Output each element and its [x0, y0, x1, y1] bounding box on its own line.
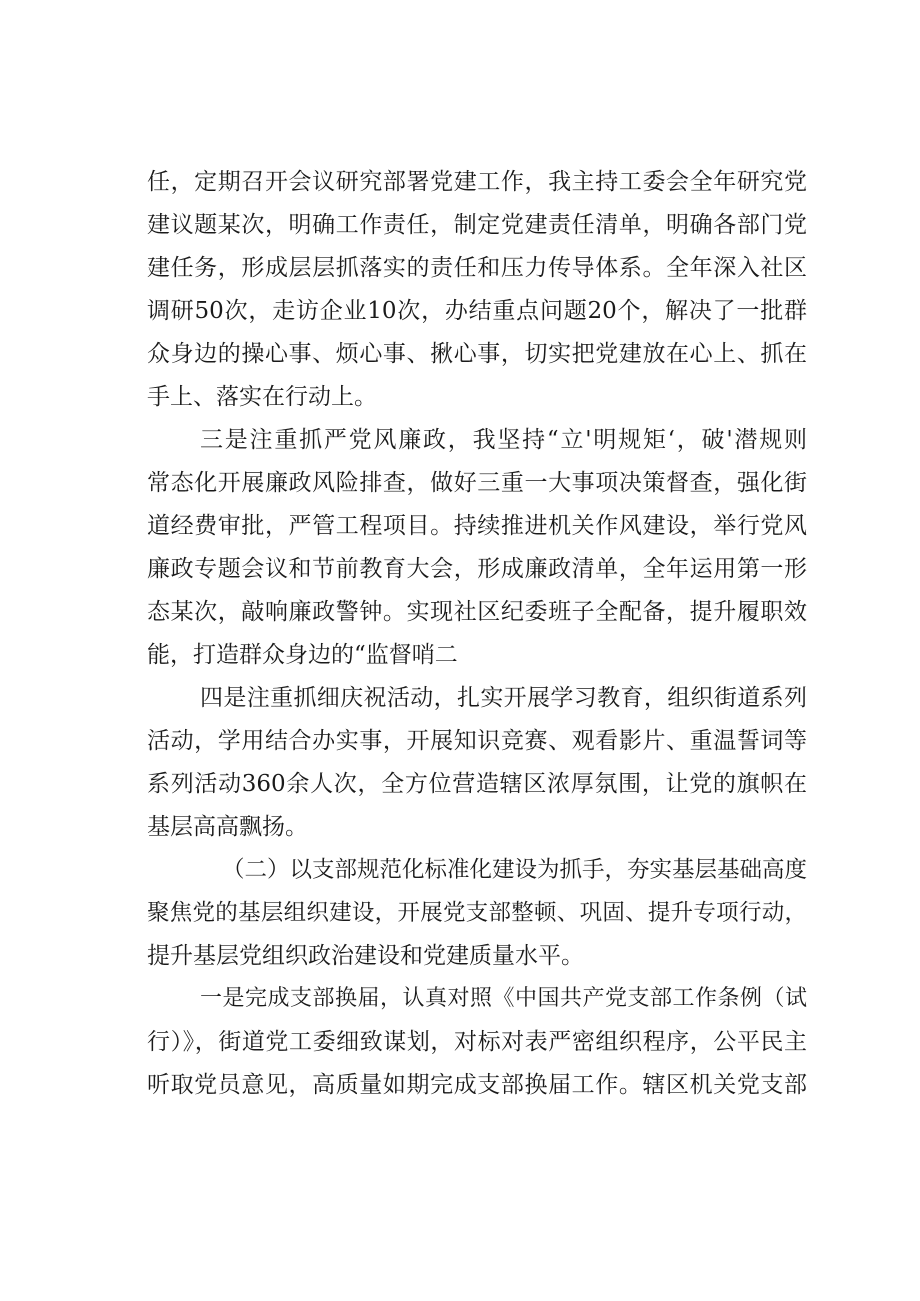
text-line: 建任务，形成层层抓落实的责任和压力传导体系。全年深入社区: [147, 255, 807, 281]
text-line: 提升基层党组织政治建设和党建质量水平。: [147, 943, 584, 969]
text-line: 聚焦党的基层组织建设，开展党支部整顿、巩固、提升专项行动，: [147, 900, 807, 926]
text-line: 调研50次，走访企业10次，办结重点问题20个，解决了一批群: [147, 298, 807, 324]
text-line: 基层高高飘扬。: [147, 814, 308, 840]
text-line: 建议题某次，明确工作责任，制定党建责任清单，明确各部门党: [147, 212, 807, 238]
text-line: 能，打造群众身边的“监督哨二: [147, 642, 458, 668]
text-line: 众身边的操心事、烦心事、揪心事，切实把党建放在心上、抓在: [147, 341, 807, 367]
text-line: 系列活动360余人次，全方位营造辖区浓厚氛围，让党的旗帜在: [147, 771, 807, 797]
text-line: 一是完成支部换届，认真对照《中国共产党支部工作条例（试: [200, 986, 807, 1011]
text-line: 三是注重抓严党风廉政，我坚持“立'明规矩‘，破'潜规则: [200, 427, 807, 453]
text-line: （二）以支部规范化标准化建设为抓手，夯实基层基础高度: [222, 857, 808, 883]
text-line: 常态化开展廉政风险排查，做好三重一大事项决策督查，强化街: [147, 470, 807, 496]
text-line: 听取党员意见，高质量如期完成支部换届工作。辖区机关党支部: [147, 1072, 807, 1098]
text-line: 四是注重抓细庆祝活动，扎实开展学习教育，组织街道系列: [200, 685, 807, 711]
text-line: 手上、落实在行动上。: [147, 384, 377, 410]
text-line: 活动，学用结合办实事，开展知识竞赛、观看影片、重温誓词等: [147, 728, 807, 754]
text-line: 道经费审批，严管工程项目。持续推进机关作风建设，举行党风: [147, 513, 807, 539]
text-line: 行）》，街道党工委细致谋划，对标对表严密组织程序，公平民主: [147, 1029, 807, 1055]
text-line: 廉政专题会议和节前教育大会，形成廉政清单，全年运用第一形: [147, 556, 807, 582]
text-line: 任，定期召开会议研究部署党建工作，我主持工委会全年研究党: [147, 169, 807, 195]
text-line: 态某次，敲响廉政警钟。实现社区纪委班子全配备，提升履职效: [147, 599, 807, 625]
